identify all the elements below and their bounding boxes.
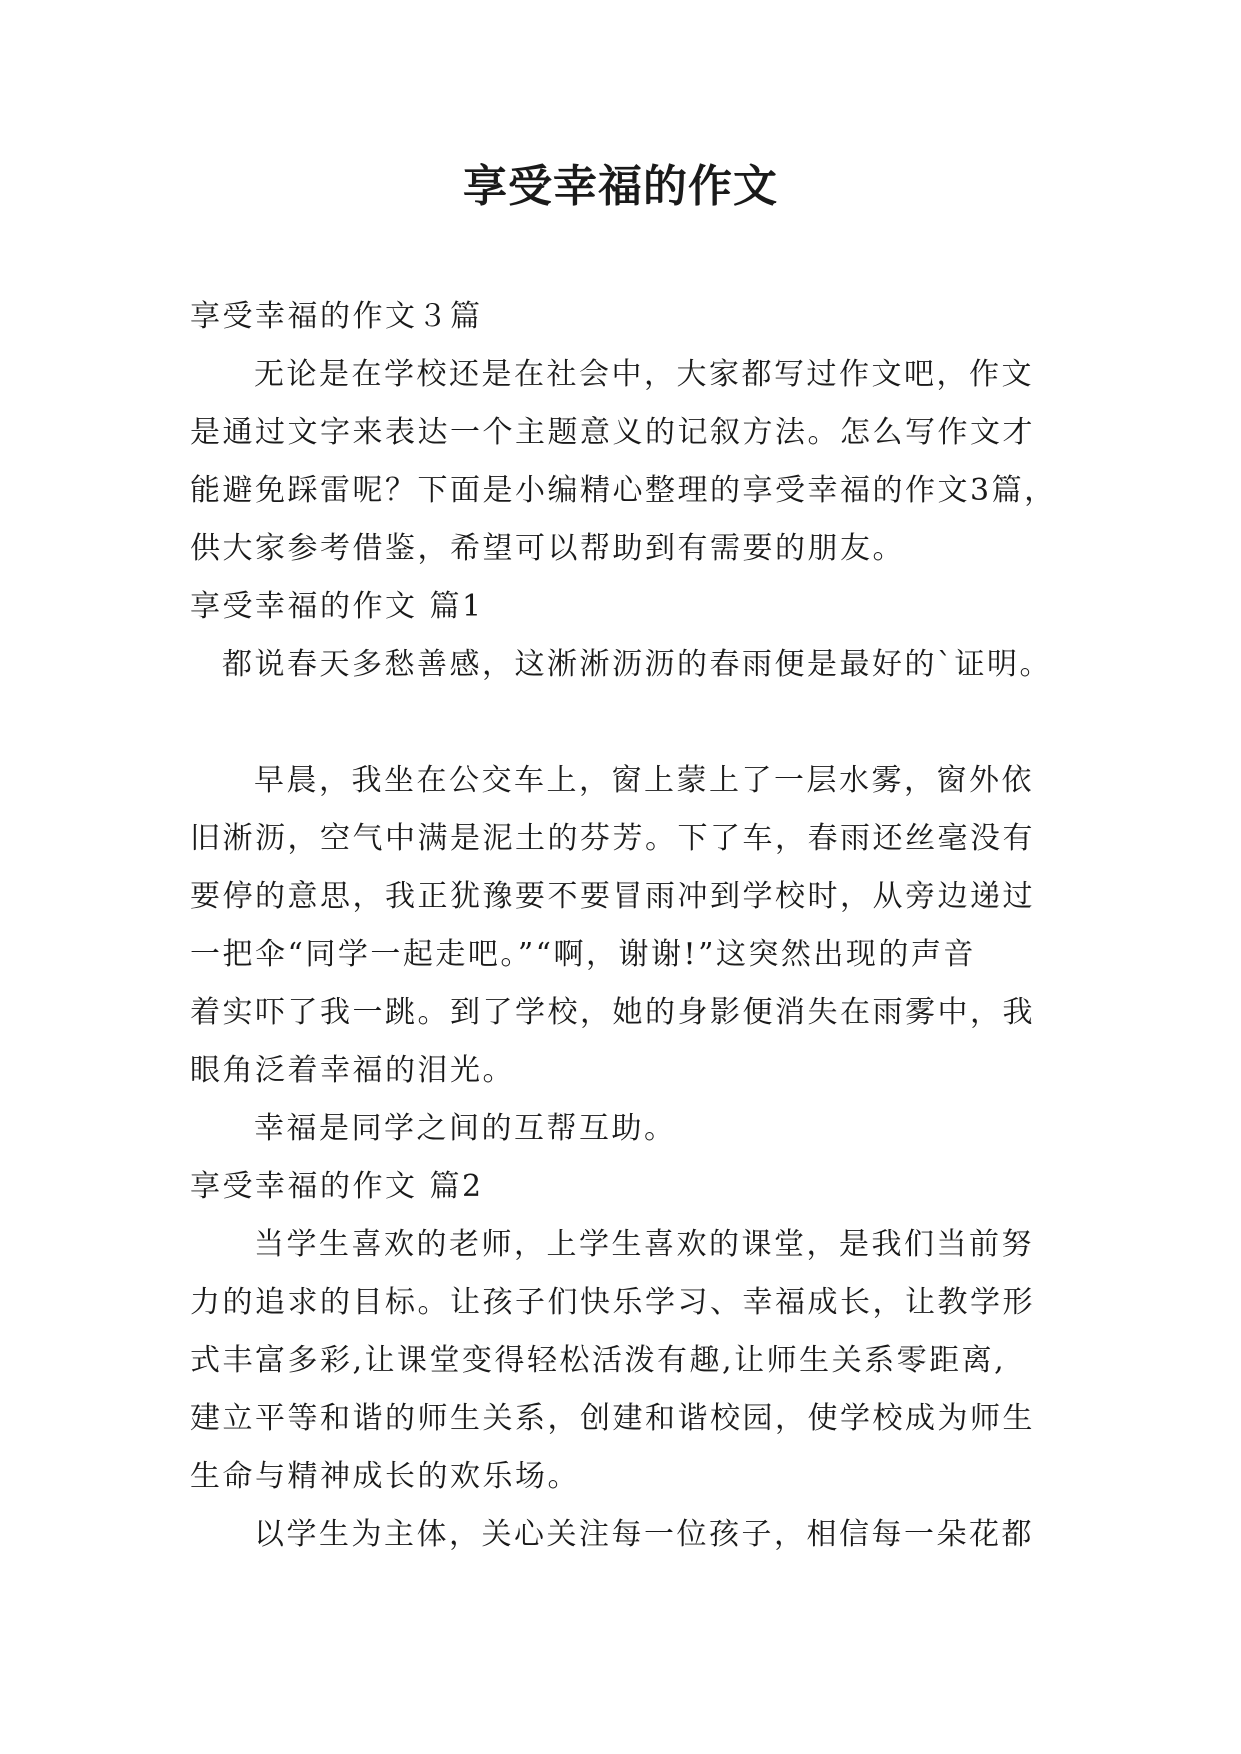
essay1-paragraph-line: 着实吓了我一跳。到了学校，她的身影便消失在雨雾中，我 (190, 995, 1035, 1030)
essay2-paragraph-line: 式丰富多彩,让课堂变得轻松活泼有趣,让师生关系零距离, (190, 1343, 1007, 1378)
essay1-paragraph-line: 早晨，我坐在公交车上，窗上蒙上了一层水雾，窗外依 (254, 763, 1034, 798)
document-title: 享受幸福的作文 (463, 161, 778, 212)
intro-paragraph-line: 无论是在学校还是在社会中，大家都写过作文吧，作文 (254, 357, 1034, 392)
essay1-paragraph-line: 要停的意思，我正犹豫要不要冒雨冲到学校时，从旁边递过 (190, 879, 1035, 914)
document-body (190, 288, 1060, 1564)
intro-paragraph-line: 供大家参考借鉴，希望可以帮助到有需要的朋友。 (190, 531, 905, 566)
essay2-paragraph-line: 建立平等和谐的师生关系，创建和谐校园，使学校成为师生 (190, 1401, 1035, 1436)
essay1-paragraph-line: 眼角泛着幸福的泪光。 (190, 1053, 515, 1088)
essay1-opening-line: 都说春天多愁善感，这淅淅沥沥的春雨便是最好的`证明。 (222, 647, 1052, 682)
essay2-paragraph-line: 力的追求的目标。让孩子们快乐学习、幸福成长，让教学形 (190, 1285, 1035, 1320)
section-heading-1: 享受幸福的作文 篇1 (190, 589, 484, 624)
essay2-paragraph-line: 当学生喜欢的老师，上学生喜欢的课堂，是我们当前努 (254, 1227, 1034, 1262)
intro-paragraph-line: 能避免踩雷呢？下面是小编精心整理的享受幸福的作文3篇， (190, 473, 1057, 508)
essay1-paragraph-line: 旧淅沥，空气中满是泥土的芬芳。下了车，春雨还丝毫没有 (190, 821, 1035, 856)
essay2-paragraph-line: 以学生为主体，关心关注每一位孩子，相信每一朵花都 (254, 1517, 1034, 1552)
section-heading-2: 享受幸福的作文 篇2 (190, 1169, 484, 1204)
essay2-paragraph-line: 生命与精神成长的欢乐场。 (190, 1459, 580, 1494)
blank-gap (190, 694, 1060, 752)
subtitle-line: 享受幸福的作文３篇 (190, 299, 483, 334)
essay1-conclusion-line: 幸福是同学之间的互帮互助。 (254, 1111, 677, 1146)
essay1-paragraph-line: 一把伞“同学一起走吧。”“啊，谢谢!”这突然出现的声音 (190, 937, 976, 972)
intro-paragraph-line: 是通过文字来表达一个主题意义的记叙方法。怎么写作文才 (190, 415, 1035, 450)
